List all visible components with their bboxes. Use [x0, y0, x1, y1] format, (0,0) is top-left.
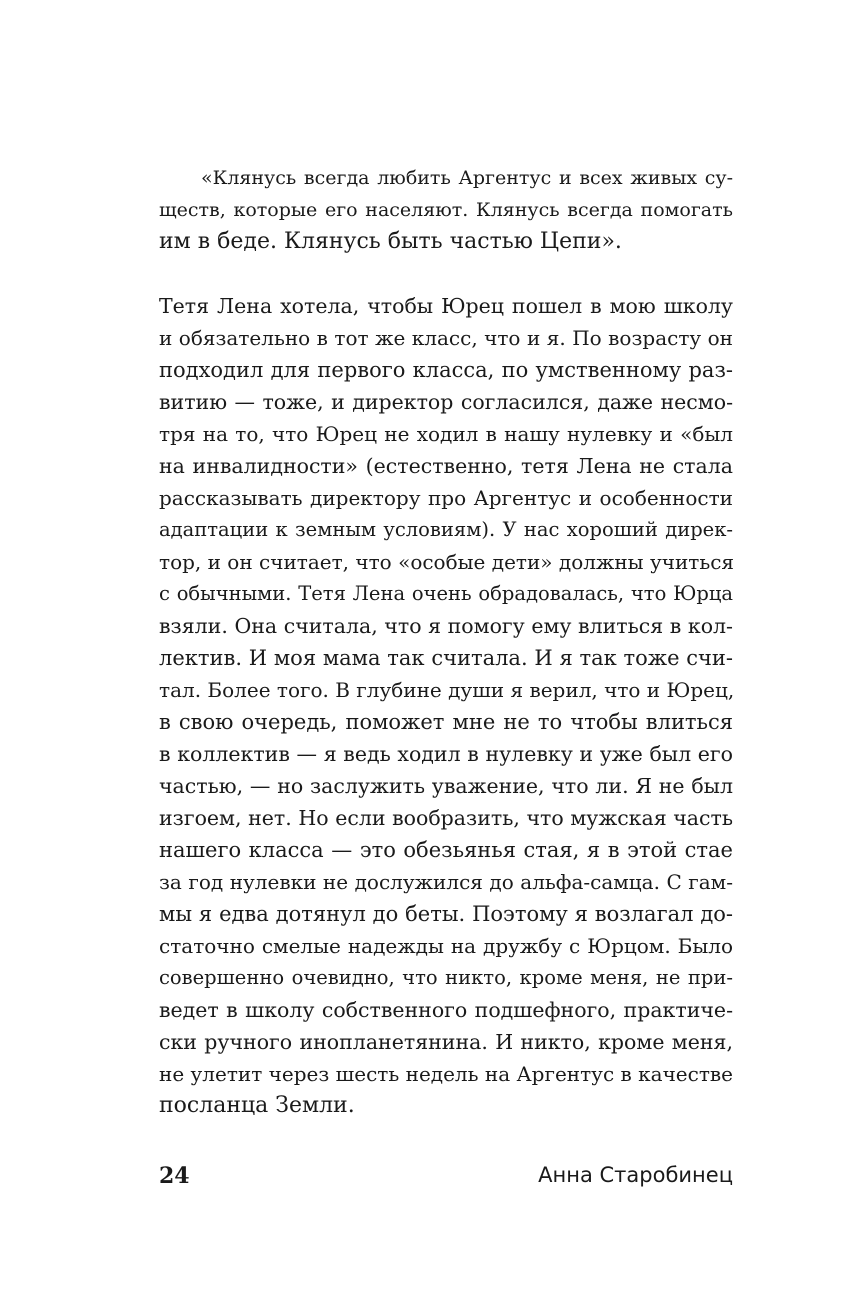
text-line: тор, и он считает, что «особые дети» должны учиться	[159, 550, 735, 574]
text-line: подходил для первого класса, по умственному раз-	[159, 358, 733, 382]
text-line: в свою очередь, поможет мне не то чтобы влиться	[159, 710, 733, 734]
text-line: с обычными. Тетя Лена очень обрадовалась, что Юрца	[159, 582, 733, 605]
text-line: изгоем, нет. Но если вообразить, что мужская часть	[159, 806, 733, 830]
text-line: лектив. И моя мама так считала. И я так тоже счи-	[159, 646, 733, 670]
text-line: рассказывать директору про Аргентус и особенности	[159, 486, 733, 510]
text-line: витию — тоже, и директор согласился, даже несмо-	[159, 390, 733, 414]
page-number: 24	[159, 1163, 190, 1189]
text-line: мы я едва дотянул до беты. Поэтому я возлагал до-	[159, 902, 733, 926]
text-line: ски ручного инопланетянина. И никто, кроме меня,	[159, 1030, 733, 1054]
oath-line: «Клянусь всегда любить Аргентус и всех живых су-	[201, 167, 733, 189]
text-line: статочно смелые надежды на дружбу с Юрцом. Было	[159, 934, 733, 958]
text-line: ведет в школу собственного подшефного, практиче-	[159, 998, 733, 1022]
text-line: на инвалидности» (естественно, тетя Лена не стала	[159, 454, 733, 478]
text-line: посланца Земли.	[159, 1093, 355, 1118]
text-line: взяли. Она считала, что я помогу ему влиться в кол-	[159, 614, 733, 638]
oath-line: ществ, которые его населяют. Клянусь всегда помогать	[159, 199, 733, 221]
text-line: не улетит через шесть недель на Аргентус в качестве	[159, 1062, 733, 1086]
text-line: нашего класса — это обезьянья стая, я в этой стае	[159, 838, 733, 862]
text-line: за год нулевки не дослужился до альфа-самца. С гам-	[159, 870, 733, 894]
text-line: Тетя Лена хотела, чтобы Юрец пошел в мою школу	[159, 294, 733, 318]
text-line: частью, — но заслужить уважение, что ли. Я не был	[159, 774, 733, 798]
running-footer-author: Анна Старобинец	[538, 1163, 733, 1187]
text-line: адаптации к земным условиям). У нас хороший дирек-	[159, 518, 733, 541]
text-line: и обязательно в тот же класс, что и я. По возрасту он	[159, 326, 733, 350]
text-line: совершенно очевидно, что никто, кроме меня, не при-	[159, 966, 733, 989]
text-line: тря на то, что Юрец не ходил в нашу нулевку и «был	[159, 422, 733, 446]
oath-line: им в беде. Клянусь быть частью Цепи».	[159, 229, 622, 254]
text-line: тал. Более того. В глубине души я верил, что и Юрец,	[159, 678, 735, 702]
text-line: в коллектив — я ведь ходил в нулевку и уже был его	[159, 742, 733, 766]
